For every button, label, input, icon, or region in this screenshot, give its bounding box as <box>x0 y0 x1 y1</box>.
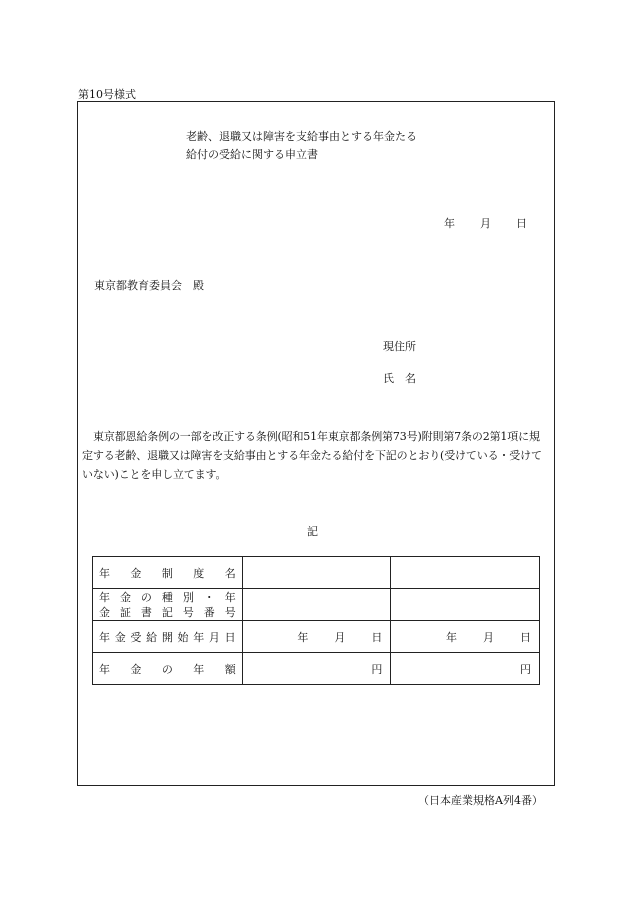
label-char: 年 <box>224 590 236 604</box>
label-char: 開 <box>161 630 173 644</box>
spread-label <box>99 590 236 605</box>
label-char: 年 <box>99 590 110 604</box>
document-title <box>186 128 417 164</box>
pension-type-cell-1[interactable] <box>242 589 391 621</box>
addressee: 東京都教育委員会 殿 <box>94 279 204 292</box>
label-char: 記 <box>161 605 173 619</box>
title-line-1: 老齢、退職又は障害を支給事由とする年金たる <box>186 130 417 143</box>
label-char: 別 <box>182 590 194 604</box>
ymd-month: 月 <box>483 630 494 644</box>
pension-start-date-label <box>93 621 243 653</box>
pension-system-name-cell-2[interactable] <box>391 557 540 589</box>
spread-label <box>99 565 236 581</box>
ymd-year: 年 <box>297 630 309 644</box>
pension-start-date-cell-1[interactable] <box>242 621 391 653</box>
pension-annual-amount-cell-1[interactable] <box>242 653 391 685</box>
label-char: 受 <box>130 630 142 644</box>
spread-label <box>99 629 236 645</box>
table-row <box>93 557 540 589</box>
label-char: 年 <box>193 662 205 676</box>
label-char: 証 <box>119 605 131 619</box>
label-char: 金 <box>119 590 131 604</box>
label-char: 名 <box>224 566 236 580</box>
jis-size-note: （日本産業規格A列4番） <box>418 794 543 807</box>
table-row <box>93 653 540 685</box>
label-char: 制 <box>161 566 173 580</box>
ymd-day: 日 <box>371 630 383 644</box>
label-char: 年 <box>99 662 110 676</box>
yen-unit: 円 <box>371 662 383 676</box>
label-char: 金 <box>130 566 142 580</box>
date-month-label: 月 <box>480 217 491 230</box>
label-char: 年 <box>99 566 110 580</box>
label-char: 書 <box>140 605 152 619</box>
address-label: 現住所 <box>383 340 416 353</box>
pension-info-table <box>92 556 540 685</box>
pension-start-date-cell-2[interactable] <box>391 621 540 653</box>
label-char: 給 <box>146 630 158 644</box>
pension-system-name-cell-1[interactable] <box>242 557 391 589</box>
label-char: 種 <box>161 590 173 604</box>
declaration-text: 東京都恩給条例の一部を改正する条例(昭和51年東京都条例第73号)附則第7条の2第1項に規定する老齢、退職又は障害を支給事由とする年金たる給付を下記のとおり(受けている・受けていない)ことを申し立てます。 <box>82 430 542 481</box>
ki-heading: 記 <box>307 525 318 538</box>
ymd-year: 年 <box>446 630 457 644</box>
label-char: 年 <box>99 630 110 644</box>
date-day-label: 日 <box>516 217 527 230</box>
label-char: の <box>140 590 152 604</box>
ymd-month: 月 <box>334 630 346 644</box>
label-char: 始 <box>177 630 189 644</box>
pension-annual-amount-label <box>93 653 243 685</box>
label-char: ・ <box>203 590 215 604</box>
label-char: 号 <box>182 605 194 619</box>
label-char: 番 <box>203 605 215 619</box>
pension-type-cell-2[interactable] <box>391 589 540 621</box>
spread-label <box>99 605 236 620</box>
title-line-2: 給付の受給に関する申立書 <box>186 148 318 161</box>
date-year-label: 年 <box>444 217 455 230</box>
pension-system-name-label <box>93 557 243 589</box>
label-char: 金 <box>99 605 110 619</box>
label-char: 金 <box>130 662 142 676</box>
label-char: 日 <box>224 630 236 644</box>
table-row <box>93 621 540 653</box>
pension-type-certificate-label <box>93 589 243 621</box>
label-char: 年 <box>193 630 205 644</box>
label-char: 月 <box>208 630 220 644</box>
label-char: の <box>161 662 173 676</box>
label-char: 額 <box>224 662 236 676</box>
label-char: 金 <box>114 630 126 644</box>
name-label: 氏 名 <box>383 372 416 385</box>
label-char: 号 <box>224 605 236 619</box>
pension-annual-amount-cell-2[interactable] <box>391 653 540 685</box>
spread-label <box>99 661 236 677</box>
form-number: 第10号様式 <box>78 88 136 101</box>
yen-unit: 円 <box>520 662 531 676</box>
label-char: 度 <box>193 566 205 580</box>
ymd-day: 日 <box>520 630 531 644</box>
table-row <box>93 589 540 621</box>
